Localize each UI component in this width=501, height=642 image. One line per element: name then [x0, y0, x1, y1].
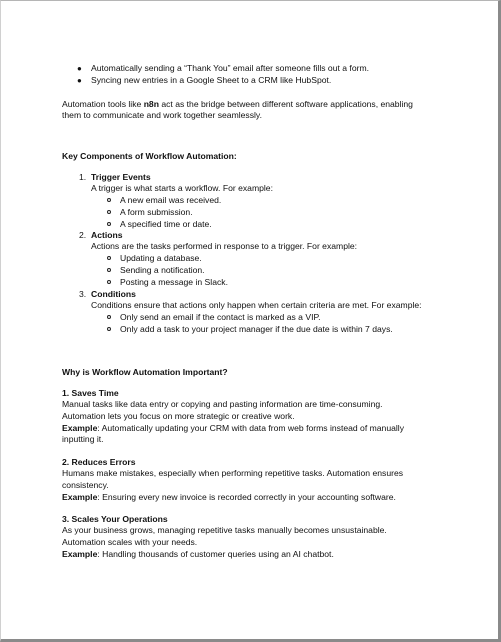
reason-example-cont: inputting it. [62, 434, 104, 444]
reason-text: Manual tasks like data entry or copying and pasting information are time-consuming. [62, 399, 383, 409]
circle-bullet-icon [107, 315, 111, 319]
component-title: Trigger Events [91, 172, 151, 182]
circle-bullet-icon [107, 327, 111, 331]
paragraph-text: Automation tools like [62, 99, 144, 109]
list-item: A specified time or date. [120, 219, 212, 229]
component-title: Conditions [91, 289, 136, 299]
reason-text: Humans make mistakes, especially when performing repetitive tasks. Automation ensures [62, 468, 404, 478]
circle-bullet-icon [107, 280, 111, 284]
example-text: : Handling thousands of customer queries using an AI chatbot. [97, 549, 334, 559]
component-desc: Conditions ensure that actions only happen when certain criteria are met. For example: [91, 300, 422, 310]
list-item: Posting a message in Slack. [120, 277, 228, 287]
list-item: Sending a notification. [120, 265, 205, 275]
intro-bullet: Syncing new entries in a Google Sheet to a CRM like HubSpot. [91, 75, 332, 85]
component-desc: Actions are the tasks performed in response to a trigger. For example: [91, 241, 358, 251]
circle-bullet-icon [107, 210, 111, 214]
circle-bullet-icon [107, 222, 111, 226]
bullet-icon: ● [77, 64, 82, 73]
paragraph-text: act as the bridge between different software applications, enabling [158, 99, 413, 109]
reason-title: 1. Saves Time [62, 388, 119, 398]
paragraph-line: them to communicate and work together seamlessly. [62, 110, 262, 120]
list-number: 3. [79, 289, 87, 299]
reason-example [62, 423, 404, 434]
list-number: 1. [79, 172, 87, 182]
bullet-icon: ● [77, 76, 82, 85]
component-title: Actions [91, 230, 123, 240]
list-item: A new email was received. [120, 195, 222, 205]
reason-title: 2. Reduces Errors [62, 457, 136, 467]
example-text: : Automatically updating your CRM with data from web forms instead of manually [97, 423, 405, 433]
list-item: A form submission. [120, 207, 193, 217]
example-label: Example [62, 423, 98, 433]
reason-text: Automation scales with your needs. [62, 537, 198, 547]
reason-text: As your business grows, managing repetitive tasks manually becomes unsustainable. [62, 525, 387, 535]
section-heading: Why is Workflow Automation Important? [62, 367, 228, 377]
section-heading: Key Components of Workflow Automation: [62, 151, 237, 161]
circle-bullet-icon [107, 256, 111, 260]
example-label: Example [62, 492, 98, 502]
reason-text: consistency. [62, 480, 109, 490]
reason-title: 3. Scales Your Operations [62, 514, 168, 524]
paragraph-line [62, 99, 413, 110]
circle-bullet-icon [107, 268, 111, 272]
intro-bullet: Automatically sending a “Thank You” email after someone fills out a form. [91, 63, 370, 73]
reason-example [62, 492, 396, 503]
list-item: Only send an email if the contact is marked as a VIP. [120, 312, 321, 322]
example-text: : Ensuring every new invoice is recorded correctly in your accounting software. [97, 492, 396, 502]
paragraph-bold-text: n8n [143, 99, 159, 109]
component-desc: A trigger is what starts a workflow. For example: [91, 183, 273, 193]
list-item: Updating a database. [120, 253, 202, 263]
example-label: Example [62, 549, 98, 559]
list-item: Only add a task to your project manager if the due date is within 7 days. [120, 324, 393, 334]
reason-example [62, 549, 334, 560]
reason-text: Automation lets you focus on more strategic or creative work. [62, 411, 295, 421]
list-number: 2. [79, 230, 87, 240]
circle-bullet-icon [107, 198, 111, 202]
